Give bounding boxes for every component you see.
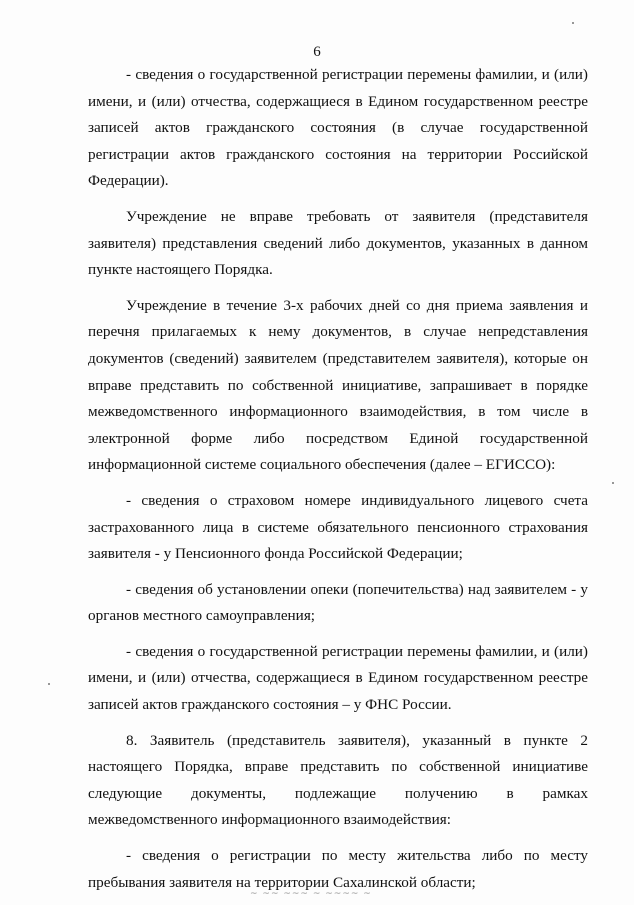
scan-speck bbox=[612, 482, 614, 484]
scan-speck bbox=[48, 683, 50, 685]
paragraph-snils-info: - сведения о страховом номере индивидуального лицевого счета застрахованного лица в системе обязательного пенсионного страхования заявителя - у Пенсионного фонда Российской Федерации; bbox=[88, 491, 588, 563]
paragraph-residence-registration: - сведения о регистрации по месту жительства либо по месту пребывания заявителя на территории Сахалинской области; bbox=[88, 847, 588, 891]
paragraph-no-demand: Учреждение не вправе требовать от заявителя (представителя заявителя) представления сведений либо документов, указанных в данном пункте настоящего Порядка. bbox=[88, 207, 588, 279]
paragraph-guardianship-info: - сведения об установлении опеки (попечительства) над заявителем - у органов местного самоуправления; bbox=[88, 580, 588, 625]
paragraph-interagency-request: Учреждение в течение 3-х рабочих дней со дня приема заявления и перечня прилагаемых к нему документов, в случае непредставления документов (сведений) заявителем (представителем заявителя), которые он вправе представить по собственной инициативе, запрашивает в порядке межведомственного информационного взаимодействия, в том числе в электронной форме либо посредством Единой государственной информационной системе социального обеспечения (далее – ЕГИССО): bbox=[88, 296, 588, 474]
paragraph-fns-name-change: - сведения о государственной регистрации перемены фамилии, и (или) имени, и (или) отчества, содержащиеся в Едином государственном реестре записей актов гражданского состояния – у ФНС России. bbox=[88, 642, 588, 714]
paragraph-name-change-info: - сведения о государственной регистрации перемены фамилии, и (или) имени, и (или) отчества, содержащиеся в Едином государственном реестре записей актов гражданского состояния (в случае государственной регистрации актов гражданского состояния на территории Российской Федерации). bbox=[88, 66, 588, 190]
document-body bbox=[88, 62, 588, 896]
scan-artifact-signature: ~ ~~ ~~~ ~ ~~~~ ~ bbox=[250, 889, 372, 899]
page-number: 6 bbox=[313, 44, 321, 60]
paragraph-item-8: 8. Заявитель (представитель заявителя), указанный в пункте 2 настоящего Порядка, вправе представить по собственной инициативе следующие документы, подлежащие получению в рамках межведомственного информационного взаимодействия: bbox=[88, 731, 588, 829]
scan-speck bbox=[572, 22, 574, 24]
